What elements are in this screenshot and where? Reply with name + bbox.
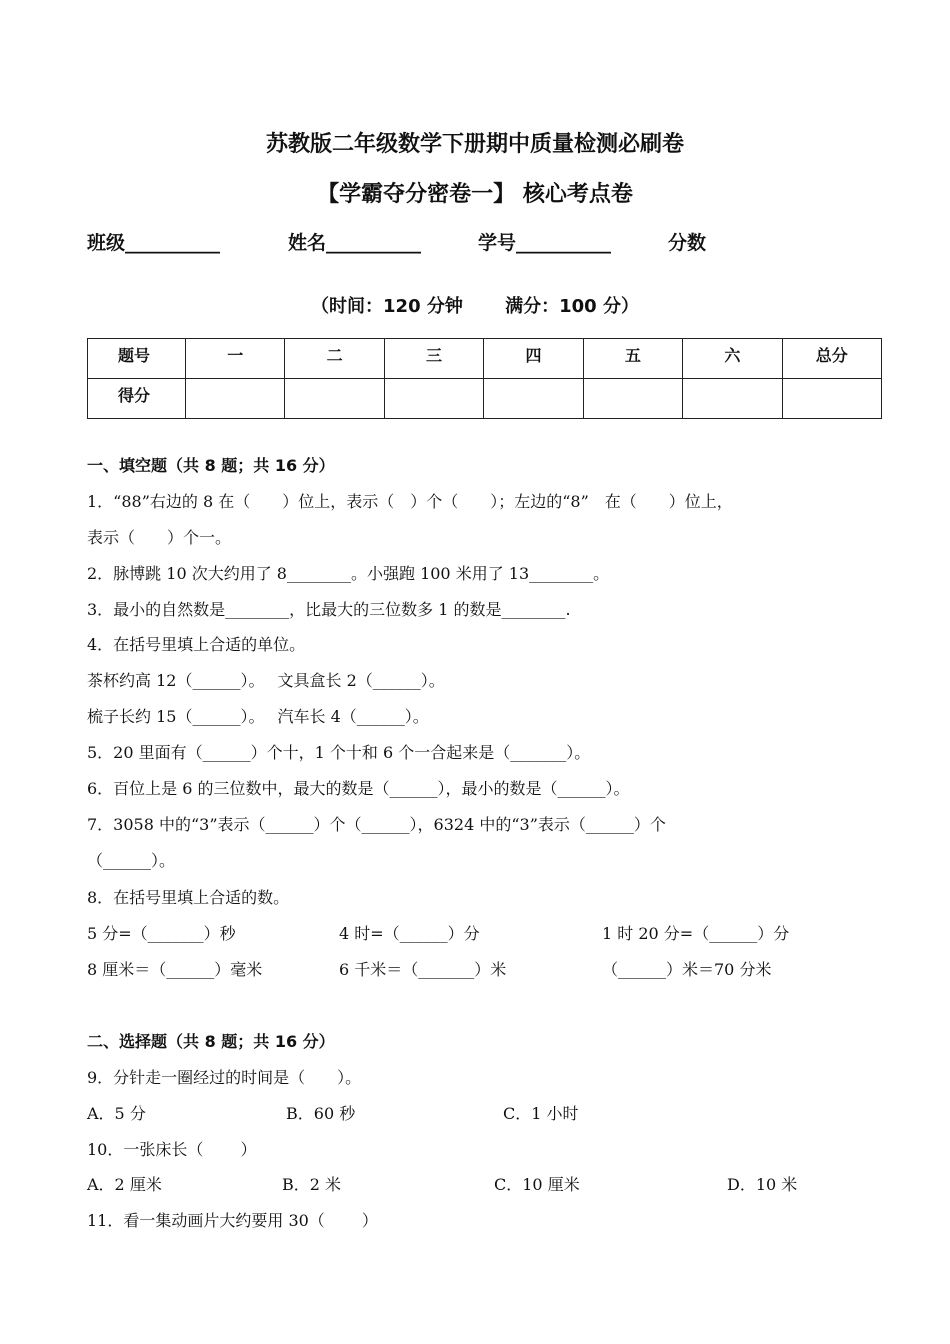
table-header-cell: 六: [683, 339, 782, 379]
question-line: 梳子长约 15（______）。 汽车长 4（______）。: [87, 707, 429, 726]
table-header-cell: 总分: [782, 339, 881, 379]
time-line: （时间：120 分钟 满分：100 分）: [311, 296, 639, 317]
option-a[interactable]: A．2 厘米: [87, 1175, 162, 1194]
score-cell[interactable]: [384, 379, 483, 419]
option-b[interactable]: B．60 秒: [286, 1104, 356, 1123]
table-header-cell: 五: [583, 339, 682, 379]
page-title: 苏教版二年级数学下册期中质量检测必刷卷: [265, 132, 684, 157]
table-header-cell: 一: [186, 339, 285, 379]
section-1-title: 一、填空题（共 8 题；共 16 分）: [87, 456, 335, 475]
conversion-item: （______）米＝70 分米: [602, 960, 772, 979]
score-cell[interactable]: [484, 379, 583, 419]
score-cell[interactable]: [186, 379, 285, 419]
score-cell[interactable]: [782, 379, 881, 419]
row-label: 得分: [88, 379, 186, 419]
question-line: 8．在括号里填上合适的数。: [87, 888, 290, 907]
conversion-item: 8 厘米＝（______）毫米: [87, 960, 263, 979]
option-a[interactable]: A．5 分: [87, 1104, 146, 1123]
score-cell[interactable]: [683, 379, 782, 419]
table-header-row: [88, 339, 882, 379]
conversion-item: 1 时 20 分=（______）分: [602, 924, 790, 943]
score-table: [87, 338, 882, 419]
conversion-item: 6 千米＝（_______）米: [339, 960, 507, 979]
question-line: 茶杯约高 12（______）。 文具盒长 2（______）。: [87, 671, 445, 690]
question-line: 6．百位上是 6 的三位数中，最大的数是（______），最小的数是（______）。: [87, 779, 630, 798]
score-cell[interactable]: [285, 379, 384, 419]
question-line: 11．看一集动画片大约要用 30（ ）: [87, 1211, 378, 1230]
score-cell[interactable]: [583, 379, 682, 419]
table-header-cell: 题号: [88, 339, 186, 379]
option-c[interactable]: C．1 小时: [503, 1104, 579, 1123]
question-line: 10．一张床长（ ）: [87, 1140, 257, 1159]
question-line: （______）。: [87, 851, 176, 870]
option-c[interactable]: C．10 厘米: [494, 1175, 580, 1194]
page-subtitle: 【学霸夺分密卷一】 核心考点卷: [317, 182, 633, 207]
question-line: 4．在括号里填上合适的单位。: [87, 635, 306, 654]
question-line: 9．分针走一圈经过的时间是（ ）。: [87, 1068, 362, 1087]
section-2-title: 二、选择题（共 8 题；共 16 分）: [87, 1032, 335, 1051]
conversion-item: 4 时=（______）分: [339, 924, 480, 943]
name-field[interactable]: 姓名__________: [288, 232, 422, 254]
question-line: 5．20 里面有（______）个十，1 个十和 6 个一合起来是（_______）。: [87, 743, 591, 762]
student-id-field[interactable]: 学号__________: [478, 232, 612, 254]
question-line: 7．3058 中的“3”表示（______）个（______），6324 中的“3”表示（______）个: [87, 815, 666, 834]
table-header-cell: 四: [484, 339, 583, 379]
conversion-item: 5 分=（_______）秒: [87, 924, 236, 943]
question-line: 2．脉博跳 10 次大约用了 8________。小强跑 100 米用了 13________。: [87, 564, 610, 583]
question-line: 3．最小的自然数是________，比最大的三位数多 1 的数是________.: [87, 600, 571, 619]
option-d[interactable]: D．10 米: [727, 1175, 798, 1194]
table-row: [88, 379, 882, 419]
class-field[interactable]: 班级__________: [87, 232, 221, 254]
question-line: 表示（ ）个一。: [87, 528, 232, 547]
table-header-cell: 二: [285, 339, 384, 379]
score-field-label: 分数: [668, 232, 707, 254]
option-b[interactable]: B．2 米: [282, 1175, 342, 1194]
table-header-cell: 三: [384, 339, 483, 379]
question-line: 1．“88”右边的 8 在（ ）位上，表示（ ）个（ ）；左边的“8” 在（ ）位上，: [87, 492, 733, 511]
